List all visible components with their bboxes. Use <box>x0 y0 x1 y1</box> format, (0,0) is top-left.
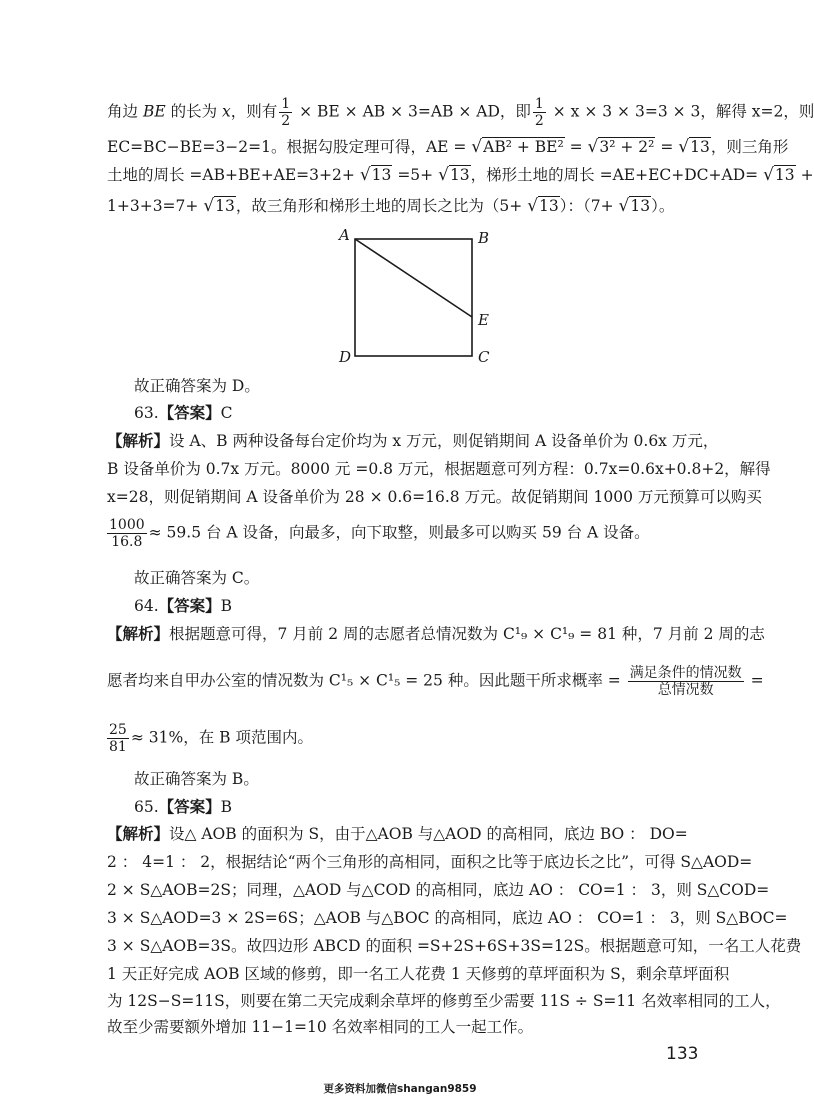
q63-analysis-line-2: B 设备单价为 0.7x 万元。8000 元 =0.8 万元，根据题意可列方程：0.7x=0.6x+0.8+2，解得 <box>107 460 771 478</box>
q65-analysis-line-8: 故至少需要额外增加 11−1=10 名效率相同的工人一起工作。 <box>107 1018 534 1036</box>
q64-conclusion: 故正确答案为 B。 <box>134 770 259 788</box>
vertex-label-a: A <box>339 226 350 244</box>
fraction-1000-over-16-8: $\frac{1000}{16.8}$ <box>109 517 145 550</box>
q64-analysis-line-2: 愿者均来自甲办公室的情况数为 C¹₅ × C¹₅ = 25 种。因此题干所求概率 = $\frac{\text{满足条件的情况数}}{\text{总情况数}}$ = <box>107 665 764 698</box>
q65-analysis-line-2: 2 ： 4=1 ： 2，根据结论“两个三角形的高相同，面积之比等于底边长之比”，可得 S△AOD= <box>107 853 753 871</box>
q63-conclusion: 故正确答案为 C。 <box>134 569 260 587</box>
footer-note: 更多资料加微信shangan9859 <box>323 1083 477 1095</box>
probability-fraction: $\frac{\text{满足条件的情况数}}{\text{总情况数}}$ <box>629 665 742 698</box>
fraction-half: $\frac{1}{2}$ <box>281 96 291 129</box>
q63-analysis-line-1: 【解析】设 A、B 两种设备每台定价均为 x 万元，则促销期间 A 设备单价为 0.6x 万元， <box>107 432 719 450</box>
q64-answer-heading: 64.【答案】B <box>134 597 233 615</box>
q62-line-2: EC=BC−BE=3−2=1。根据勾股定理可得，AE = √AB² + BE² = √3² + 2² = √13，则三角形 <box>107 137 789 157</box>
q62-line-1: 角边 BE 的长为 x，则有 $\frac{1}{2}$ × BE × AB × 3=AB × AD，即 $\frac{1}{2}$ × x × 3 × 3=3 × 3，解得 x=2，则 <box>107 96 814 129</box>
square-figure <box>330 222 500 372</box>
q65-analysis-line-6: 1 天正好完成 AOB 区域的修剪，即一名工人花费 1 天修剪的草坪面积为 S，剩余草坪面积 <box>107 965 730 983</box>
q65-analysis-line-5: 3 × S△AOB=3S。故四边形 ABCD 的面积 =S+2S+6S+3S=12S。根据题意可知，一名工人花费 <box>107 937 802 955</box>
q62-conclusion: 故正确答案为 D。 <box>134 377 260 395</box>
q64-analysis-line-3: $\frac{25}{81}$ ≈ 31%，在 B 项范围内。 <box>109 722 313 755</box>
q65-analysis-line-1: 【解析】设△ AOB 的面积为 S，由于△AOB 与△AOD 的高相同，底边 BO ： DO= <box>107 825 688 843</box>
q63-analysis-line-4: $\frac{1000}{16.8}$ ≈ 59.5 台 A 设备，向最多，向下取整，则最多可以购买 59 台 A 设备。 <box>109 517 650 550</box>
segment-ae <box>355 239 472 317</box>
page-number: 133 <box>666 1044 699 1064</box>
q63-answer-heading: 63.【答案】C <box>134 404 233 422</box>
q65-answer-heading: 65.【答案】B <box>134 798 233 816</box>
q64-analysis-line-1: 【解析】根据题意可得，7 月前 2 周的志愿者总情况数为 C¹₉ × C¹₉ = 81 种，7 月前 2 周的志 <box>107 625 765 643</box>
vertex-label-d: D <box>339 348 352 366</box>
square-abcd <box>355 239 472 356</box>
q62-line-4: 1+3+3=7+ √13，故三角形和梯形土地的周长之比为（5+ √13）：（7+ √13）。 <box>107 196 675 216</box>
q65-analysis-line-3: 2 × S△AOB=2S；同理，△AOD 与△COD 的高相同，底边 AO ： CO=1 ： 3，则 S△COD= <box>107 881 770 899</box>
fraction-half: $\frac{1}{2}$ <box>534 96 544 129</box>
q62-line-3: 土地的周长 =AB+BE+AE=3+2+ √13 =5+ √13，梯形土地的周长 =AE+EC+DC+AD= √13 + <box>107 165 814 185</box>
fraction-25-over-81: $\frac{25}{81}$ <box>109 722 127 755</box>
q65-analysis-line-7: 为 12S−S=11S，则要在第二天完成剩余草坪的修剪至少需要 11S ÷ S=11 名效率相同的工人， <box>107 992 781 1010</box>
q65-analysis-line-4: 3 × S△AOD=3 × 2S=6S；△AOB 与△BOC 的高相同，底边 AO ： CO=1 ： 3，则 S△BOC= <box>107 909 788 927</box>
vertex-label-b: B <box>478 229 490 247</box>
vertex-label-e: E <box>478 311 489 329</box>
q63-analysis-line-3: x=28，则促销期间 A 设备单价为 28 × 0.6=16.8 万元。故促销期间 1000 万元预算可以购买 <box>107 488 762 506</box>
vertex-label-c: C <box>478 348 490 366</box>
